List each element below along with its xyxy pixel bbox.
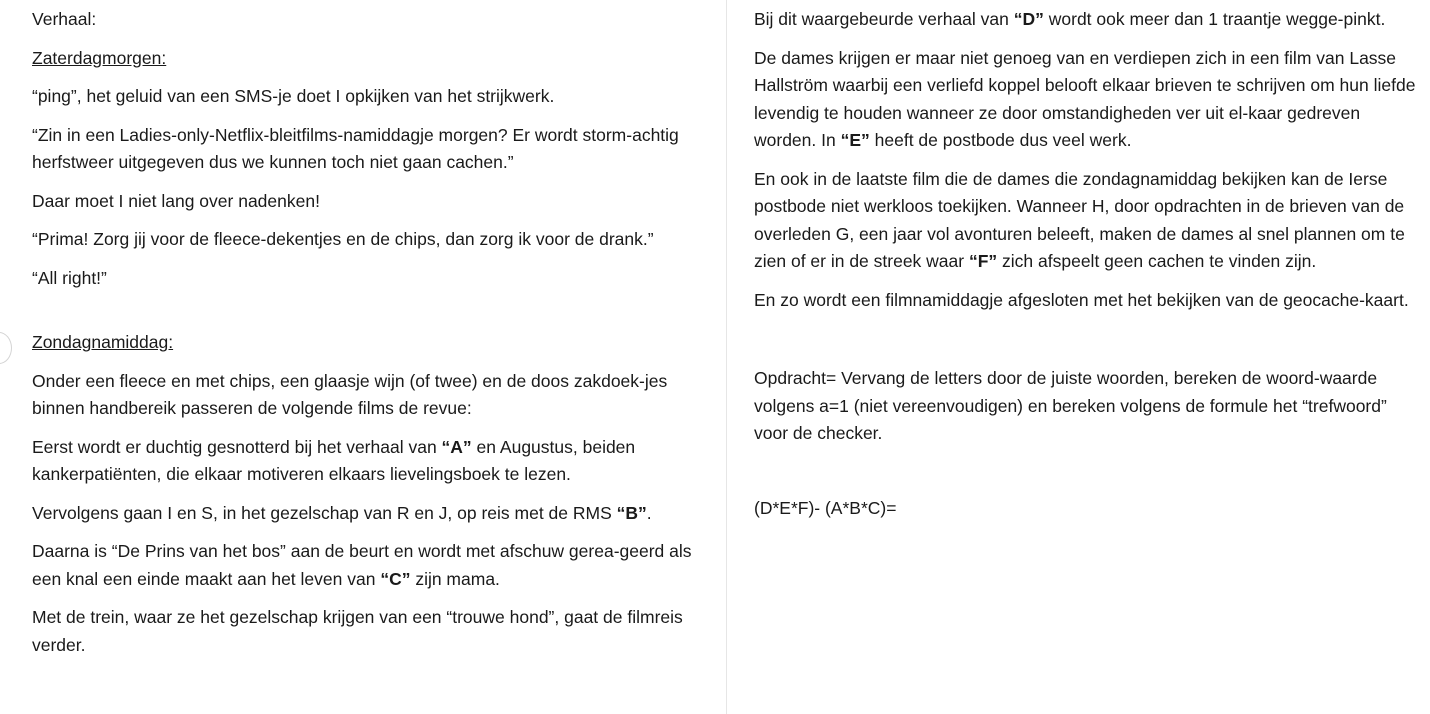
sunday-heading: Zondagnamiddag:: [32, 332, 174, 352]
letter-a: “A”: [441, 436, 472, 457]
paragraph-film-d: Bij dit waargebeurde verhaal van “D” wordt ook meer dan 1 traantje wegge-pinkt.: [754, 9, 1386, 29]
paragraph-closing: En zo wordt een filmnamiddagje afgesloten met het bekijken van de geocache-kaart.: [754, 289, 1409, 310]
margin-marker-icon: [0, 332, 12, 364]
letter-b: “B”: [616, 502, 647, 523]
letter-f: “F”: [968, 251, 998, 271]
paragraph-film-a: Eerst wordt er duchtig gesnotterd bij het verhaal van “A” en Augustus, beiden kankerpatiënten, die elkaar motiveren elkaars lievelingsboek te lezen.: [32, 436, 636, 484]
paragraph-film-b: Vervolgens gaan I en S, in het gezelschap van R en J, op reis met de RMS “B”.: [32, 502, 652, 523]
page-divider: [726, 0, 727, 714]
paragraph-invitation: “Zin in een Ladies-only-Netflix-bleitfilms-namiddagje morgen? Er wordt storm-achtig herfstweer uitgegeven dus we kunnen toch niet gaan cachen.”: [32, 124, 679, 172]
assignment-text: Opdracht= Vervang de letters door de juiste woorden, bereken de woord-waarde volgens a=1 (niet vereenvoudigen) en bereken volgens de formule het “trefwoord” voor de checker.: [754, 368, 1387, 443]
story-title: Verhaal:: [32, 9, 97, 29]
paragraph-film-e: De dames krijgen er maar niet genoeg van en verdiepen zich in een film van Lasse Hallström waarbij een verliefd koppel belooft elkaar brieven te schrijven om hun liefde levendig te houden wanneer ze door omstandigheden ver uit el-kaar gedreven worden. In “E” heeft de postbode dus veel werk.: [754, 47, 1416, 150]
paragraph-train: Met de trein, waar ze het gezelschap krijgen van een “trouwe hond”, gaat de filmreis verder.: [32, 607, 683, 655]
saturday-heading: Zaterdagmorgen:: [32, 47, 167, 68]
paragraph-film-c: Daarna is “De Prins van het bos” aan de beurt en wordt met afschuw gerea-geerd als een knal een einde maakt aan het leven van “C” zijn mama.: [32, 541, 692, 589]
paragraph-fleece: Onder een fleece en met chips, een glaasje wijn (of twee) en de doos zakdoek-jes binnen handbereik passeren de volgende films de revue:: [32, 370, 668, 418]
paragraph-all-right: “All right!”: [32, 267, 107, 288]
formula: (D*E*F)- (A*B*C)=: [754, 497, 897, 518]
letter-d: “D”: [1013, 9, 1044, 29]
paragraph-ping: “ping”, het geluid van een SMS-je doet I opkijken van het strijkwerk.: [32, 86, 555, 106]
letter-c: “C”: [380, 568, 411, 589]
paragraph-prima: “Prima! Zorg jij voor de fleece-dekentjes en de chips, dan zorg ik voor de drank.”: [32, 229, 654, 249]
left-page: [32, 6, 702, 670]
paragraph-film-f: En ook in de laatste film die de dames die zondagnamiddag bekijken kan de Ierse postbode niet werkloos toekijken. Wanneer H, door opdrachten in de brieven van de overleden G, een jaar vol avonturen beleeft, maken de dames al snel plannen om te zien of er in de streek waar “F” zich afspeelt geen cachen te vinden zijn.: [754, 168, 1405, 271]
letter-e: “E”: [840, 130, 870, 150]
right-page: [754, 6, 1424, 533]
paragraph-think: Daar moet I niet lang over nadenken!: [32, 190, 320, 211]
